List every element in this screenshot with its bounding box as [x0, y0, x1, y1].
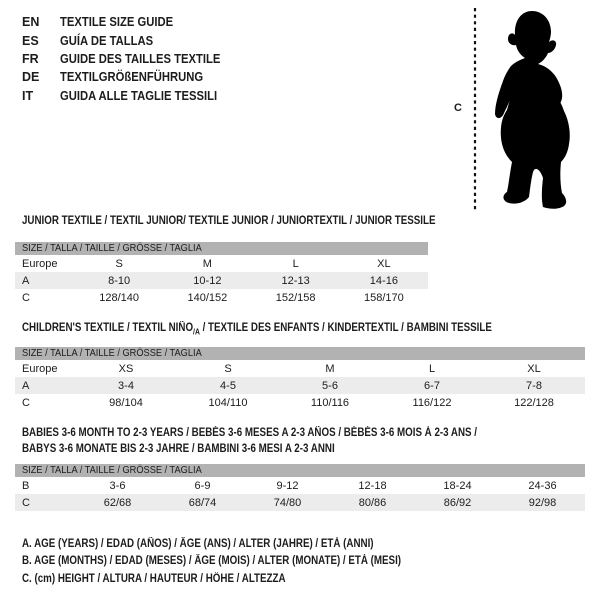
children-title-post: / TEXTILE DES ENFANTS / KINDERTEXTIL / BAMBINI TESSILE: [199, 322, 492, 334]
table-row: [15, 360, 585, 377]
size-value-cell: 98/104: [109, 396, 143, 409]
size-value-cell: XL: [527, 362, 541, 375]
size-value-cell: 14-16: [369, 274, 398, 287]
size-value-cell: 12-18: [358, 479, 387, 492]
size-value-cell: 5-6: [322, 379, 338, 392]
babies-title-line1: BABIES 3-6 MONTH TO 2-3 YEARS / BEBÉS 3-6 MESES A 2-3 AÑOS / BÉBÉS 3-6 MOIS À 2-3 ANS /: [22, 427, 478, 439]
size-value-cell: 86/92: [443, 496, 472, 509]
toddler-silhouette-icon: [481, 8, 575, 210]
size-value-cell: 7-8: [526, 379, 542, 392]
children-size-header-bar: [15, 347, 585, 360]
row-label-cell: A: [22, 379, 30, 392]
size-value-cell: 4-5: [220, 379, 236, 392]
row-label-cell: C: [22, 291, 30, 304]
size-value-cell: 110/116: [310, 396, 350, 409]
size-value-cell: 12-13: [281, 274, 310, 287]
size-value-cell: 116/122: [412, 396, 452, 409]
footnote-b: [22, 553, 468, 570]
row-label-cell: Europe: [22, 362, 58, 375]
babies-size-header-bar: [15, 464, 585, 477]
size-value-cell: L: [428, 362, 436, 375]
size-value-cell: 24-36: [528, 479, 557, 492]
size-value-cell: 74/80: [273, 496, 302, 509]
children-title-sub: /A: [193, 327, 200, 337]
size-value-cell: M: [325, 362, 335, 375]
size-value-cell: 68/74: [188, 496, 217, 509]
size-value-cell: 6-7: [424, 379, 440, 392]
lang-code: FR: [22, 51, 39, 66]
lang-code: ES: [22, 33, 39, 48]
children-table: [15, 360, 585, 411]
size-value-cell: 62/68: [103, 496, 132, 509]
height-measure-figure: [450, 5, 590, 217]
junior-size-table: [15, 242, 428, 306]
size-value-cell: 3-6: [109, 479, 126, 492]
babies-size-table: [15, 464, 585, 511]
size-header-text: SIZE / TALLA / TAILLE / GRÖSSE / TAGLIA: [22, 464, 202, 476]
row-label-cell: B: [22, 479, 30, 492]
junior-title-text: JUNIOR TEXTILE / TEXTIL JUNIOR/ TEXTILE JUNIOR / JUNIORTEXTIL / JUNIOR TESSILE: [22, 215, 436, 227]
children-section-title: [22, 320, 575, 340]
footnote-c: [22, 571, 468, 588]
junior-table: [15, 255, 428, 306]
size-value-cell: 6-9: [194, 479, 211, 492]
size-value-cell: 3-4: [118, 379, 134, 392]
lang-code: IT: [22, 88, 34, 103]
language-title-list: [22, 13, 238, 105]
lang-title: TEXTILGRÖßENFÜHRUNG: [60, 70, 204, 85]
babies-title-line2: BABYS 3-6 MONATE BIS 2-3 JAHRE / BAMBINI 3-6 MESI A 2-3 ANNI: [22, 443, 335, 455]
lang-title: TEXTILE SIZE GUIDE: [60, 15, 174, 30]
table-row: [15, 377, 585, 394]
size-value-cell: 140/152: [187, 291, 228, 304]
size-header-text: SIZE / TALLA / TAILLE / GRÖSSE / TAGLIA: [22, 347, 202, 359]
table-row: [15, 394, 585, 411]
lang-code: DE: [22, 70, 40, 85]
size-value-cell: 8-10: [108, 274, 131, 287]
footnote-a: [22, 536, 468, 553]
children-title-text: [22, 320, 492, 340]
size-value-cell: 152/158: [275, 291, 316, 304]
size-value-cell: 158/170: [363, 291, 404, 304]
size-value-cell: 18-24: [443, 479, 472, 492]
table-row: [15, 477, 585, 494]
babies-section-title: [22, 425, 557, 457]
lang-code: EN: [22, 15, 40, 30]
footnote-b-text: B. AGE (MONTHS) / EDAD (MESES) / ÂGE (MOIS) / ALTER (MONATE) / ETÀ (MESI): [22, 555, 402, 568]
dashed-measure-line: [473, 8, 477, 210]
size-value-cell: 92/98: [528, 496, 557, 509]
babies-table: [15, 477, 585, 511]
table-row: [15, 255, 428, 272]
measure-c-label: C: [454, 102, 462, 114]
junior-size-header-bar: [15, 242, 428, 255]
footnotes: [22, 536, 468, 588]
children-title-pre: CHILDREN'S TEXTILE / TEXTIL NIÑO: [22, 322, 194, 334]
junior-section-title: [22, 213, 508, 229]
lang-row-it: [22, 87, 238, 105]
size-value-cell: 128/140: [99, 291, 139, 304]
footnote-c-text: C. (cm) HEIGHT / ALTURA / HAUTEUR / HÖHE / ALTEZZA: [22, 572, 286, 585]
lang-title: GUIDE DES TAILLES TEXTILE: [60, 51, 221, 66]
row-label-cell: C: [22, 396, 30, 409]
row-label-cell: A: [22, 274, 30, 287]
size-header-text: SIZE / TALLA / TAILLE / GRÖSSE / TAGLIA: [22, 242, 202, 254]
row-label-cell: C: [22, 496, 30, 509]
size-value-cell: S: [224, 362, 232, 375]
lang-row-de: [22, 68, 238, 86]
row-label-cell: Europe: [22, 257, 58, 270]
lang-row-en: [22, 13, 238, 31]
size-value-cell: 104/110: [208, 396, 248, 409]
size-value-cell: S: [115, 257, 123, 270]
lang-row-fr: [22, 50, 238, 68]
size-value-cell: XS: [118, 362, 134, 375]
lang-row-es: [22, 31, 238, 49]
size-value-cell: 10-12: [193, 274, 222, 287]
table-row: [15, 494, 585, 511]
table-row: [15, 289, 428, 306]
size-value-cell: 80/86: [358, 496, 387, 509]
size-value-cell: M: [202, 257, 212, 270]
footnote-a-text: A. AGE (YEARS) / EDAD (AÑOS) / ÂGE (ANS) / ALTER (JAHRE) / ETÀ (ANNI): [22, 538, 374, 550]
size-value-cell: XL: [377, 257, 391, 270]
lang-title: GUÍA DE TALLAS: [60, 33, 154, 48]
children-size-table: [15, 347, 585, 411]
size-value-cell: L: [292, 257, 299, 270]
lang-title: GUIDA ALLE TAGLIE TESSILI: [60, 88, 218, 103]
size-value-cell: 9-12: [276, 479, 299, 492]
size-value-cell: 122/128: [514, 396, 554, 409]
table-row: [15, 272, 428, 289]
